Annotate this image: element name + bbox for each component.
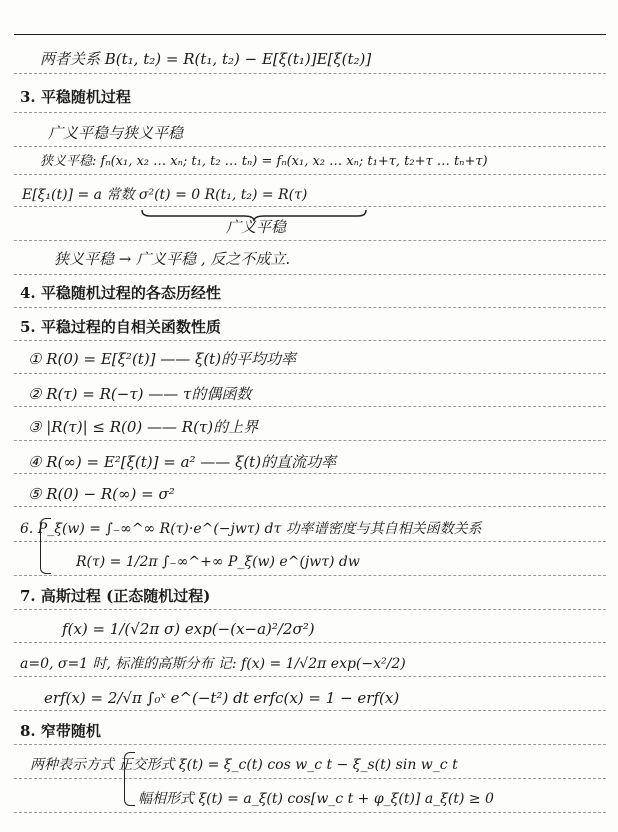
ruled-line [14, 541, 606, 542]
property-item: ① R(0) = E[ξ²(t)] —— ξ(t)的平均功率 [28, 350, 297, 368]
formula-line: 幅相形式 ξ(t) = a_ξ(t) cos[w_c t + φ_ξ(t)] a_ξ(t) ≥ 0 [138, 791, 494, 807]
note-line: 狭义平稳 → 广义平稳 , 反之不成立. [54, 250, 291, 268]
ruled-line [14, 676, 606, 677]
note-line: 两者关系 B(t₁, t₂) = R(t₁, t₂) − E[ξ(t₁)]E[ξ(t₂)] [40, 50, 372, 68]
ruled-line [14, 575, 606, 576]
ruled-line [14, 307, 606, 308]
ruled-line [14, 778, 606, 779]
ruled-line [14, 609, 606, 610]
property-item: ② R(τ) = R(−τ) —— τ的偶函数 [28, 385, 252, 403]
ruled-line [14, 146, 606, 147]
ruled-line [14, 340, 606, 341]
ruled-line [14, 710, 606, 711]
formula-line: f(x) = 1/(√2π σ) exp(−(x−a)²/2σ²) [62, 620, 315, 638]
note-line: 广义平稳与狭义平稳 [48, 124, 184, 142]
formula-line: 6. P_ξ(w) = ∫₋∞^∞ R(τ)·e^(−jwτ) dτ 功率谱密度与其自相关函数关系 [20, 521, 482, 537]
section-heading: 7. 高斯过程 (正态随机过程) [20, 587, 211, 605]
ruled-line [14, 274, 606, 275]
top-rule [14, 34, 606, 35]
ruled-line [14, 206, 606, 207]
ruled-line [14, 473, 606, 474]
ruled-line [14, 744, 606, 745]
ruled-line [14, 112, 606, 113]
brace-label: 广义平稳 [226, 218, 287, 236]
section-heading: 3. 平稳随机过程 [20, 88, 131, 106]
section-heading: 8. 窄带随机 [20, 722, 101, 740]
note-line: E[ξ₁(t)] = a 常数 σ²(t) = 0 R(t₁, t₂) = R(τ) [22, 187, 308, 203]
ruled-line [14, 440, 606, 441]
ruled-line [14, 240, 606, 241]
property-item: ③ |R(τ)| ≤ R(0) —— R(τ)的上界 [28, 418, 259, 436]
section-heading: 5. 平稳过程的自相关函数性质 [20, 318, 221, 336]
ruled-line [14, 506, 606, 507]
property-item: ④ R(∞) = E²[ξ(t)] = a² —— ξ(t)的直流功率 [28, 453, 337, 471]
ruled-line [14, 373, 606, 374]
formula-line: R(τ) = 1/2π ∫₋∞^+∞ P_ξ(w) e^(jwτ) dw [76, 554, 360, 570]
formula-line: 两种表示方式 正交形式 ξ(t) = ξ_c(t) cos w_c t − ξ_s(t) sin w_c t [30, 757, 458, 773]
section-heading: 4. 平稳随机过程的各态历经性 [20, 284, 221, 302]
ruled-line [14, 174, 606, 175]
ruled-line [14, 406, 606, 407]
note-line: 狭义平稳: fₙ(x₁, x₂ … xₙ; t₁, t₂ … tₙ) = fₙ(x₁, x₂ … xₙ; t₁+τ, t₂+τ … tₙ+τ) [40, 154, 488, 169]
formula-line: erf(x) = 2/√π ∫₀ˣ e^(−t²) dt erfc(x) = 1 − erf(x) [44, 689, 400, 707]
property-item: ⑤ R(0) − R(∞) = σ² [28, 485, 175, 503]
ruled-line [14, 73, 606, 74]
ruled-line [14, 812, 606, 813]
ruled-line [14, 642, 606, 643]
note-line: a=0, σ=1 时, 标准的高斯分布 记: f(x) = 1/√2π exp(−x²/2) [20, 656, 406, 672]
